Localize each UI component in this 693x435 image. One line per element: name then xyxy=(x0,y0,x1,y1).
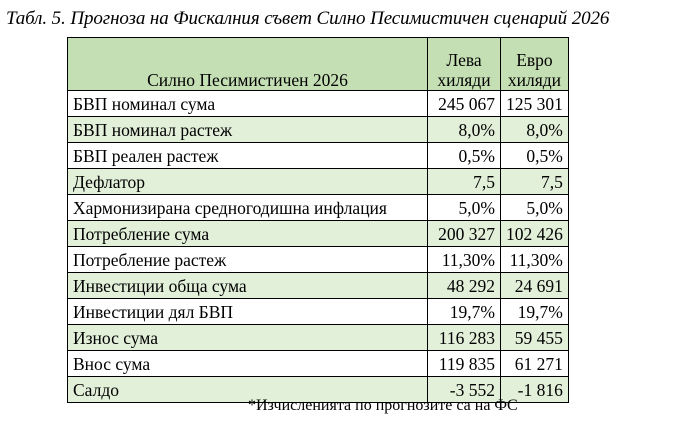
row-value-eur: 102 426 xyxy=(501,221,569,247)
row-label: Износ сума xyxy=(68,325,428,351)
row-value-bgn: 0,5% xyxy=(428,143,501,169)
row-value-bgn: 5,0% xyxy=(428,195,501,221)
header-scenario-label: Силно Песимистичен 2026 xyxy=(68,38,428,91)
header-bgn-thousands xyxy=(428,38,501,91)
table-row xyxy=(68,143,569,169)
row-label: БВП номинал сума xyxy=(68,91,428,117)
row-label: Инвестиции дял БВП xyxy=(68,299,428,325)
header-eur-line2: хиляди xyxy=(507,70,562,90)
header-bgn-line1: Лева xyxy=(446,50,482,70)
row-value-eur: 19,7% xyxy=(501,299,569,325)
row-value-eur: 24 691 xyxy=(501,273,569,299)
row-value-bgn: 200 327 xyxy=(428,221,501,247)
row-value-eur: 61 271 xyxy=(501,351,569,377)
row-value-eur: 8,0% xyxy=(501,117,569,143)
row-value-eur: 5,0% xyxy=(501,195,569,221)
row-label: БВП номинал растеж xyxy=(68,117,428,143)
row-value-bgn: 7,5 xyxy=(428,169,501,195)
row-label: Дефлатор xyxy=(68,169,428,195)
row-value-bgn: 119 835 xyxy=(428,351,501,377)
forecast-table xyxy=(67,37,569,403)
row-value-eur: 11,30% xyxy=(501,247,569,273)
row-value-eur: 7,5 xyxy=(501,169,569,195)
table-body xyxy=(68,91,569,403)
row-label: Инвестиции обща сума xyxy=(68,273,428,299)
row-value-eur: 59 455 xyxy=(501,325,569,351)
row-value-eur: -1 816 xyxy=(501,377,569,403)
table-row xyxy=(68,117,569,143)
table-row xyxy=(68,91,569,117)
row-label: БВП реален растеж xyxy=(68,143,428,169)
row-value-bgn: -3 552 xyxy=(428,377,501,403)
table-row xyxy=(68,273,569,299)
row-label: Хармонизирана средногодишна инфлация xyxy=(68,195,428,221)
row-value-bgn: 8,0% xyxy=(428,117,501,143)
row-value-bgn: 48 292 xyxy=(428,273,501,299)
table-header-row xyxy=(68,38,569,91)
table-row xyxy=(68,351,569,377)
table-caption: Табл. 5. Прогноза на Фискалния съвет Силно Песимистичен сценарий 2026 xyxy=(6,8,610,29)
row-label: Внос сума xyxy=(68,351,428,377)
row-value-eur: 125 301 xyxy=(501,91,569,117)
row-label: Потребление сума xyxy=(68,221,428,247)
row-value-bgn: 245 067 xyxy=(428,91,501,117)
table-row xyxy=(68,221,569,247)
row-value-bgn: 19,7% xyxy=(428,299,501,325)
table-row xyxy=(68,247,569,273)
row-value-bgn: 116 283 xyxy=(428,325,501,351)
row-value-bgn: 11,30% xyxy=(428,247,501,273)
footnote: *Изчисленията по прогнозите са на ФС xyxy=(248,397,518,414)
table-row xyxy=(68,169,569,195)
header-eur-thousands xyxy=(501,38,569,91)
table-row xyxy=(68,195,569,221)
row-label: Потребление растеж xyxy=(68,247,428,273)
row-value-eur: 0,5% xyxy=(501,143,569,169)
table-row xyxy=(68,299,569,325)
table-row xyxy=(68,325,569,351)
header-eur-line1: Евро xyxy=(516,50,553,70)
header-bgn-line2: хиляди xyxy=(437,70,491,90)
row-label: Салдо xyxy=(68,377,428,403)
